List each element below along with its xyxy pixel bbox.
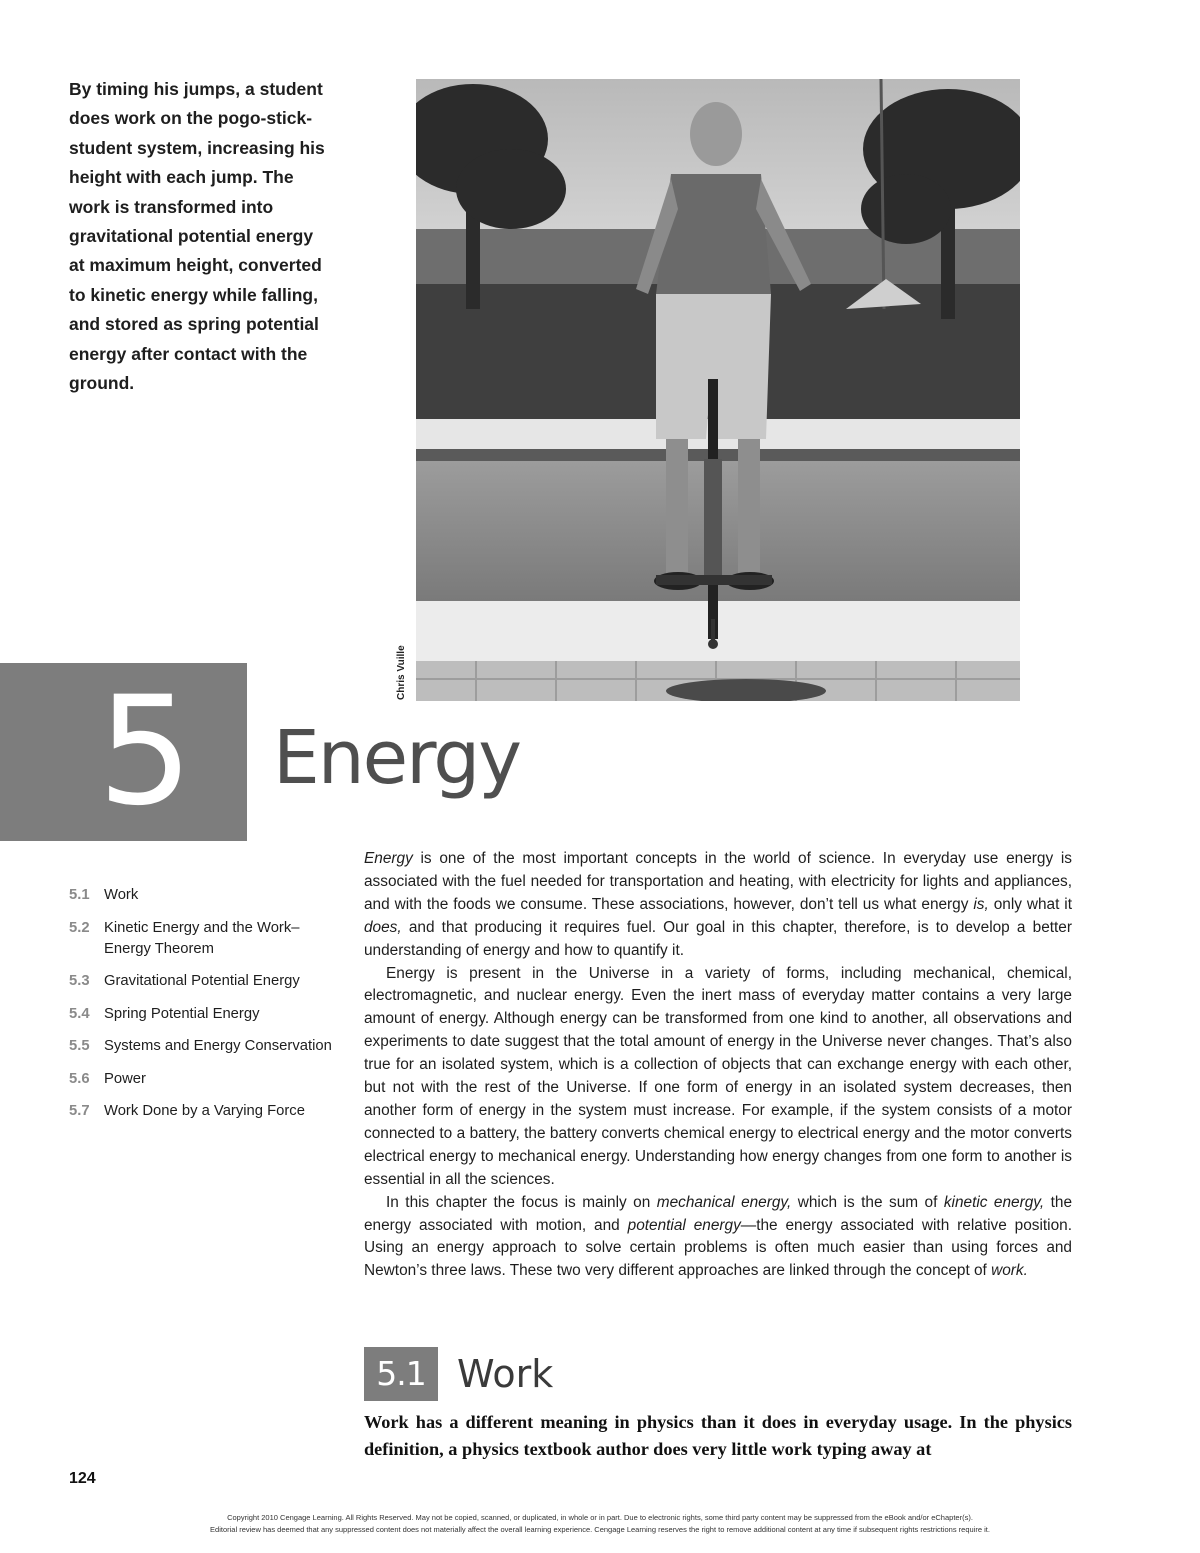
page-number: 124 [69,1470,96,1487]
section-title: Work [457,1352,554,1396]
term-kinetic-energy: kinetic energy, [943,1193,1045,1211]
term-work: work. [991,1262,1028,1280]
copyright-line-2: Editorial review has deemed that any suppressed content does not materially affect the overall learning experience. Cengage Learning reserves the right to remove additional content at any time if subsequent rights restrictions require it. [210,1525,990,1534]
toc-label: Spring Potential Energy [104,1005,260,1022]
text-run: the energy associated with motion, and [364,1193,1073,1234]
chapter-introduction [364,848,1072,1283]
text-run: —the energy associated with relative position. Using an energy approach to solve certain problems is often much easier than using forces and Newton’s three laws. These two very different approaches are linked through the concept of [364,1216,1072,1280]
section-number: 5.1 [364,1347,438,1401]
chapter-title: Energy [273,715,521,801]
term-energy: Energy [364,850,413,867]
toc-label: Kinetic Energy and the Work–Energy Theorem [104,919,300,957]
chapter-number: 5 [97,665,193,839]
toc-label: Systems and Energy Conservation [104,1038,332,1054]
copyright-notice [60,1512,1140,1536]
toc-number: 5.4 [69,1005,90,1022]
toc-item[interactable] [69,1069,339,1090]
text-run: is one of the most important concepts in the world of science. In everyday use energy is associated with the fuel needed for transportation and heating, with electricity for lights and appliances, and with the foods we consume. These associations, however, don’t tell us what energy [364,850,1072,913]
pogo-stick-student-photo [416,79,1020,701]
photo-credit: Chris Vuille [396,645,407,700]
toc-item[interactable] [69,918,339,960]
toc-item[interactable] [69,1101,339,1122]
toc-number: 5.3 [69,973,90,989]
toc-label: Work [104,887,139,903]
toc-label: Work Done by a Varying Force [104,1103,305,1119]
text-run: and that producing it requires fuel. Our goal in this chapter, therefore, is to develop a better understanding of energy and how to quantify it. [364,918,1072,959]
toc-item[interactable] [69,1036,339,1057]
intro-paragraph-2: Energy is present in the Universe in a variety of forms, including mechanical, chemical, electromagnetic, and nuclear energy. Even the inert mass of everyday matter contains a very large amount of energy. Although energy can be transformed from one kind to another, all observations and experiments to date suggest that the total amount of energy in the Universe never changes. That’s also true for an isolated system, which is a collection of objects that can exchange energy with each other, but not with the rest of the Universe. If one form of energy in an isolated system decreases, then another form of energy in the system must increase. For example, if the system consists of a motor connected to a battery, the battery converts chemical energy to electrical energy and the motor converts electrical energy to mechanical energy. Understanding how energy changes from one form to another is essential in all the sciences. [364,964,1072,1188]
intro-paragraph-1 [364,848,1072,963]
chapter-outline [69,885,339,1134]
toc-item[interactable] [69,1004,339,1025]
intro-paragraph-3 [364,1192,1072,1284]
toc-item[interactable] [69,885,339,906]
toc-number: 5.2 [69,919,90,936]
chapter-opener-photo [416,79,1020,701]
text-run: which is the sum of [791,1193,944,1211]
emphasis-is: is, [973,895,989,913]
toc-number: 5.1 [69,887,90,903]
toc-label: Gravitational Potential Energy [104,973,300,989]
copyright-line-1: Copyright 2010 Cengage Learning. All Rights Reserved. May not be copied, scanned, or duplicated, in whole or in part. Due to electronic rights, some third party content may be suppressed from the eBook and/or eChapter(s). [227,1513,973,1522]
term-mechanical-energy: mechanical energy, [656,1193,792,1211]
toc-label: Power [104,1070,146,1087]
toc-number: 5.5 [69,1038,90,1054]
photo-caption: By timing his jumps, a student does work on the pogo-stick-student system, increasing his height with each jump. The work is transformed into gravitational potential energy at maximum height, converted to kinetic energy while falling, and stored as spring potential energy after contact with the ground. [69,79,325,394]
text-run: In this chapter the focus is mainly on [386,1193,657,1211]
toc-number: 5.7 [69,1103,90,1119]
section-intro: Work has a different meaning in physics than it does in everyday usage. In the physics definition, a physics textbook author does very little work typing away at [364,1412,1072,1459]
emphasis-does: does, [364,918,402,936]
text-run: only what it [988,895,1072,913]
term-potential-energy: potential energy [627,1216,741,1234]
toc-number: 5.6 [69,1070,90,1087]
toc-item[interactable] [69,971,339,992]
